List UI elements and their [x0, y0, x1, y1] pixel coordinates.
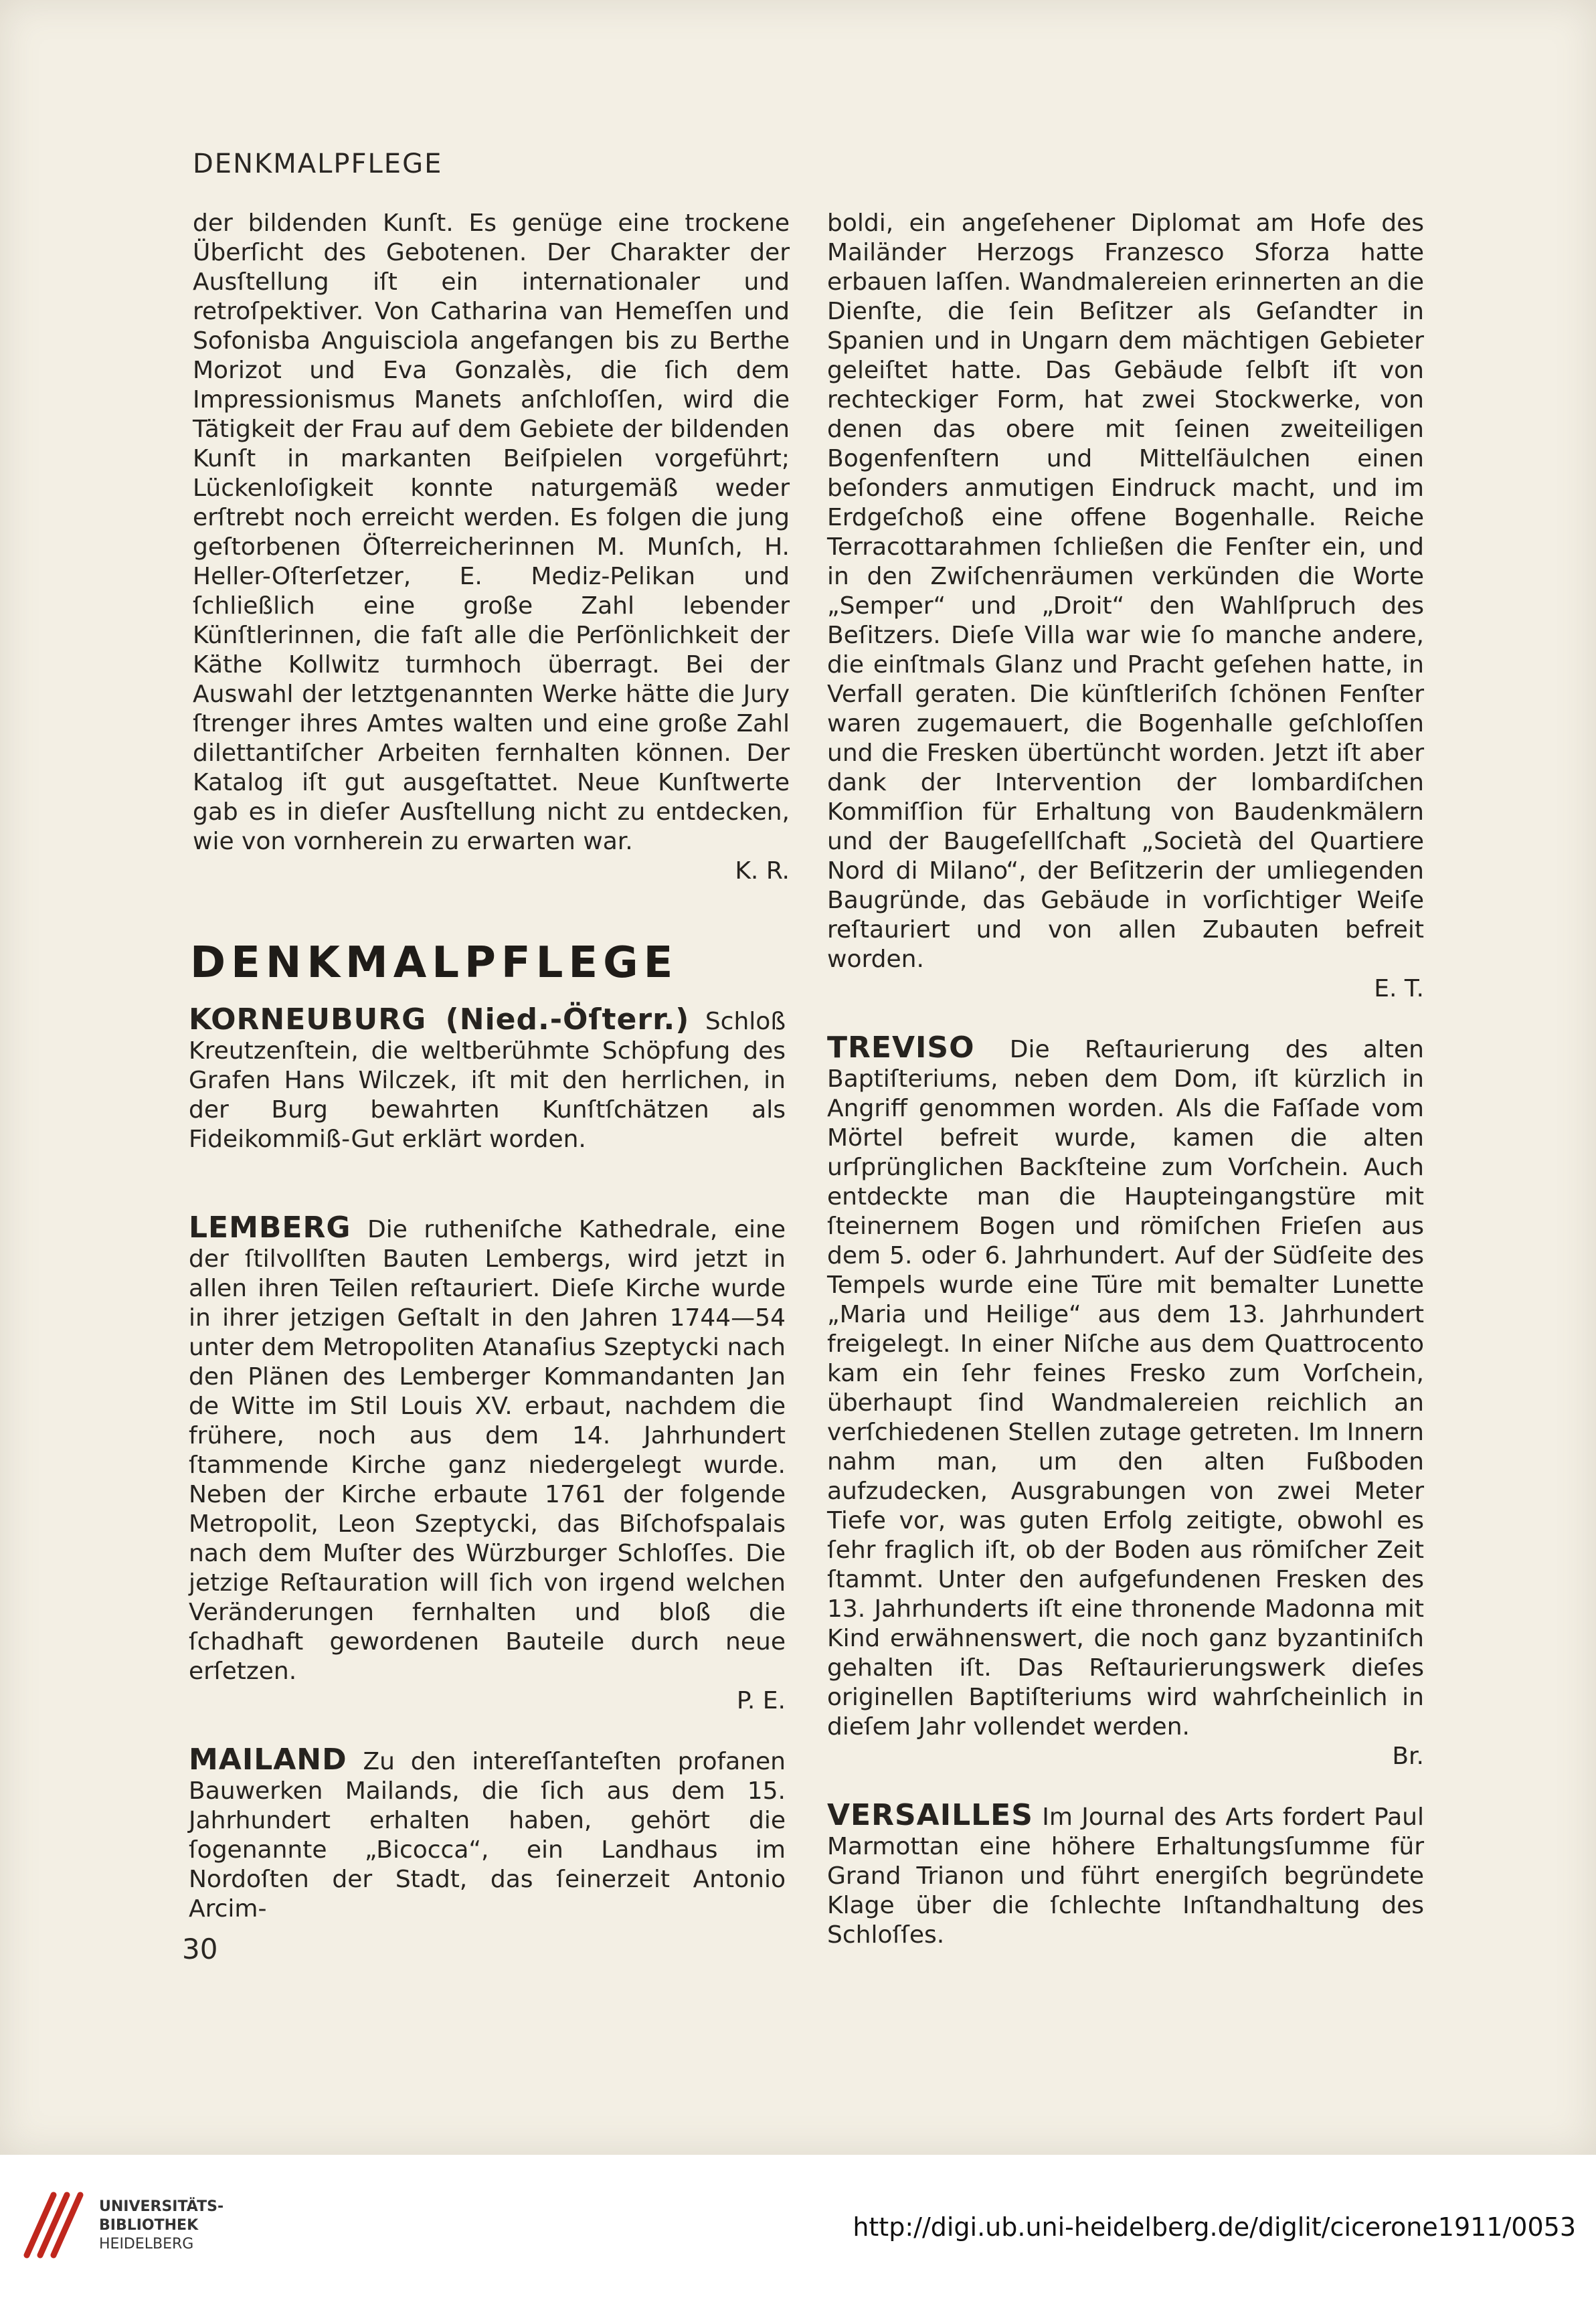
library-line-1: UNIVERSITÄTS-	[99, 2198, 224, 2215]
treviso-article	[827, 1033, 1424, 1742]
mailand-text: Zu den intereſſanteſten profanen Bauwerken Mailands, die ſich aus dem 15. Jahrhundert erhalten haben, gehört die ſogenannte „Bicocca“, ein Landhaus im Nordoſten der Stadt, das ſeinerzeit Antonio Arcim-	[189, 1748, 786, 1923]
library-line-3: HEIDELBERG	[99, 2236, 194, 2252]
ub-heidelberg-logo-icon	[20, 2188, 87, 2262]
running-head: DENKMALPFLEGE	[193, 149, 443, 179]
mailand-article	[189, 1745, 786, 1924]
korneuburg-heading: KORNEUBURG (Nied.-Öſterr.)	[189, 1002, 690, 1037]
versailles-heading: VERSAILLES	[827, 1798, 1033, 1832]
lemberg-heading: LEMBERG	[189, 1211, 351, 1245]
lemberg-text: Die rutheniſche Kathedrale, eine der ſtilvollſten Bauten Lembergs, wird jetzt in allen ihren Teilen reſtauriert. Dieſe Kirche wurde in ihrer jetzigen Geſtalt in den Jahren 1744—54 unter dem Metropoliten Atanaſius Szeptycki nach den Plänen des Lemberger Kommandanten Jan de Witte im Stil Louis XV. erbaut, nachdem die frühere, noch aus dem 14. Jahrhundert ſtammende Kirche ganz niedergelegt wurde. Neben der Kirche erbaute 1761 der folgende Metropolit, Leon Szeptycki, das Biſchofspalais nach dem Muſter des Würzburger Schloſſes. Die jetzige Reſtauration will ſich von irgend welchen Veränderungen fernhalten und bloß die ſchadhaft gewordenen Bauteile durch neue erſetzen.	[189, 1216, 786, 1685]
left-column-lower	[189, 1002, 786, 1924]
lemberg-signature: P. E.	[736, 1687, 786, 1714]
library-line-2: BIBLIOTHEK	[99, 2217, 199, 2234]
right-column	[827, 209, 1424, 1950]
versailles-article	[827, 1798, 1424, 1950]
left-column-upper	[193, 209, 790, 886]
library-name	[99, 2198, 224, 2254]
treviso-text: Die Reſtaurierung des alten Baptiſteriums, neben dem Dom, iſt kürzlich in Angriff genommen worden. Als die Faſſade vom Mörtel befreit wurde, kamen die alten urſprünglichen Backſteine zum Vorſchein. Auch entdeckte man die Haupteingangstüre mit ſteinernem Bogen und römiſchen Frieſen aus dem 5. oder 6. Jahrhundert. Auf der Südſeite des Tempels wurde eine Türe mit bemalter Lunette „Maria und Heilige“ aus dem 13. Jahrhundert freigelegt. In einer Niſche aus dem Quattrocento kam ein ſehr feines Fresko zum Vorſchein, überhaupt ſind Wandmalereien reichlich an verſchiedenen Stellen zutage getreten. Im Innern nahm man, um den alten Fußboden aufzudecken, Ausgrabungen von zwei Meter Tiefe vor, was guten Erfolg zeitigte, obwohl es ſehr fraglich iſt, ob der Boden aus römiſcher Zeit ſtammt. Unter den aufgefundenen Fresken des 13. Jahrhunderts iſt eine thronende Madonna mit Kind erwähnenswert, die noch ganz byzantiniſch gehalten iſt. Das Reſtaurierungswerk dieſes originellen Baptiſteriums wird wahrſcheinlich in dieſem Jahr vollendet werden.	[827, 1036, 1424, 1741]
korneuburg-article	[189, 1002, 786, 1154]
mailand-heading: MAILAND	[189, 1743, 347, 1777]
review-paragraph: der bildenden Kunſt. Es genüge eine trockene Überſicht des Gebotenen. Der Charakter der Ausſtellung iſt ein internationaler und retroſpektiver. Von Catharina van Hemeſſen und Sofonisba Anguisciola angefangen bis zu Berthe Morizot und Eva Gonzalès, die ſich dem Impressionismus Manets anſchloſſen, wird die Tätigkeit der Frau auf dem Gebiete der bildenden Kunſt in markanten Beiſpielen vorgeführt; Lückenloſigkeit konnte naturgemäß weder erſtrebt noch erreicht werden. Es folgen die jung geſtorbenen Öſterreicherinnen M. Munſch, H. Heller-Oſterſetzer, E. Mediz-Pelikan und ſchließlich eine große Zahl lebender Künſtlerinnen, die faſt alle die Perſönlichkeit der Käthe Kollwitz turmhoch überragt. Bei der Auswahl der letztgenannten Werke hätte die Jury ſtrenger ihres Amtes walten und eine große Zahl dilettantiſcher Arbeiten fernhalten können. Der Katalog iſt gut ausgeſtattet. Neue Kunſtwerte gab es in dieſer Ausſtellung nicht zu entdecken, wie von vornherein zu erwarten war.	[193, 209, 790, 855]
korneuburg-text: Schloß Kreutzenſtein, die weltberühmte Schöpfung des Grafen Hans Wilczek, iſt mit den herrlichen, in der Burg bewahrten Kunſtſchätzen als Fideikommiß-Gut erklärt worden.	[189, 1008, 786, 1153]
page-number: 30	[182, 1933, 218, 1965]
lemberg-article	[189, 1213, 786, 1686]
footer-bar	[0, 2155, 1596, 2298]
versailles-text: Im Journal des Arts fordert Paul Marmottan eine höhere Erhaltungsſumme für Grand Trianon und führt energiſch begründete Klage über die ſchlechte Inſtandhaltung des Schloſſes.	[827, 1803, 1424, 1949]
treviso-heading: TREVISO	[827, 1031, 975, 1065]
review-signature: K. R.	[735, 857, 790, 885]
treviso-signature: Br.	[1392, 1743, 1424, 1770]
source-url-link[interactable]: http://digi.ub.uni-heidelberg.de/diglit/cicerone1911/0053	[853, 2212, 1576, 2242]
section-title: DENKMALPFLEGE	[190, 938, 679, 988]
mailand-signature: E. T.	[1374, 975, 1424, 1002]
mailand-continued-text: boldi, ein angeſehener Diplomat am Hofe des Mailänder Herzogs Franzesco Sforza hatte erbauen laſſen. Wandmalereien erinnerten an die Dienſte, die ſein Beſitzer als Geſandter in Spanien und in Ungarn dem mächtigen Gebieter geleiſtet hatte. Das Gebäude ſelbſt iſt von rechteckiger Form, hat zwei Stockwerke, von denen das obere mit ſeinen zweiteiligen Bogenfenſtern und Mittelſäulchen einen beſonders anmutigen Eindruck macht, und im Erdgeſchoß eine offene Bogenhalle. Reiche Terracottarahmen ſchließen die Fenſter ein, und in den Zwiſchenräumen verkünden die Worte „Semper“ und „Droit“ den Wahlſpruch des Beſitzers. Dieſe Villa war wie ſo manche andere, die einſtmals Glanz und Pracht geſehen hatte, in Verfall geraten. Die künſtleriſch ſchönen Fenſter waren zugemauert, die Bogenhalle geſchloſſen und die Fresken übertüncht worden. Jetzt iſt aber dank der Intervention der lombardiſchen Kommiſſion für Erhaltung von Baudenkmälern und der Baugeſellſchaft „Società del Quartiere Nord di Milano“, der Beſitzerin der umliegenden Baugründe, das Gebäude in vorſichtiger Weiſe reſtauriert und von allen Zubauten befreit worden.	[827, 209, 1424, 973]
